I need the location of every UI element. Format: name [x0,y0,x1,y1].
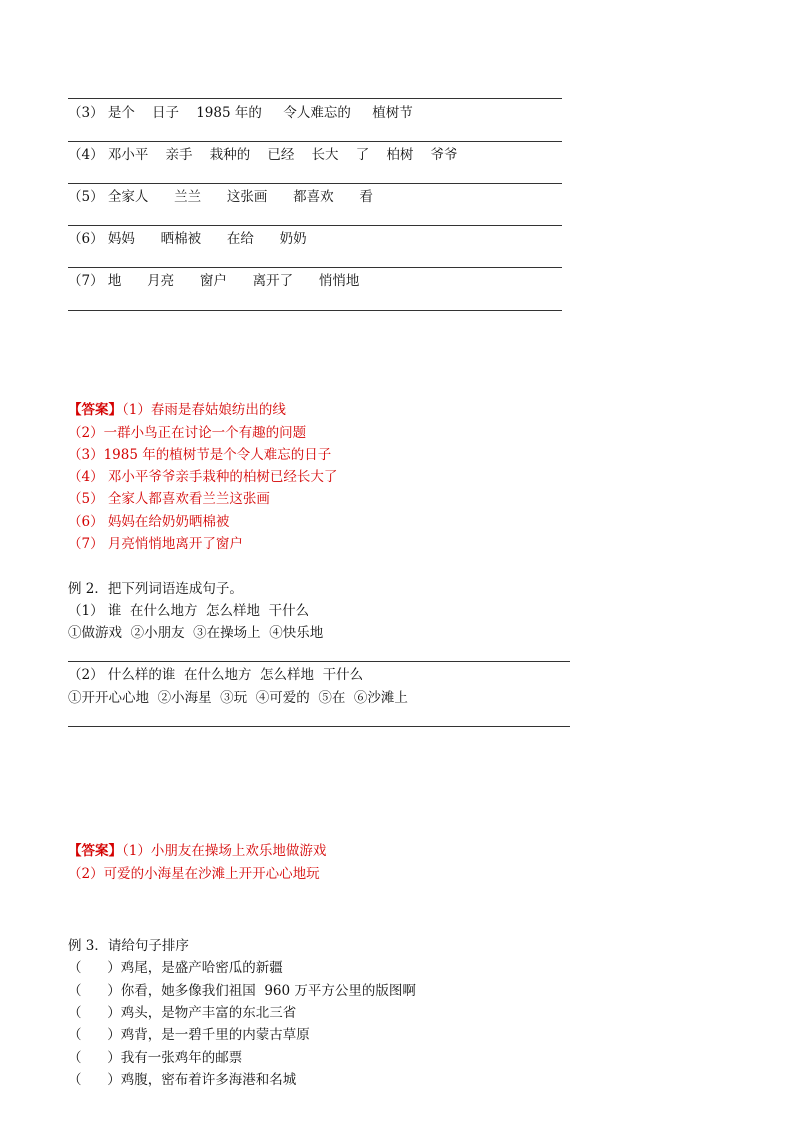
q2-words: ①开开心心地 ②小海星 ③玩 ④可爱的 ⑤在 ⑥沙滩上 [68,690,408,706]
order-item[interactable]: （ ）鸡尾，是盛产哈密瓜的新疆 [68,960,283,976]
q1-words: ①做游戏 ②小朋友 ③在操场上 ④快乐地 [68,625,324,641]
exercise-row: （7） 地 月亮 窗户 离开了 悄悄地 [68,273,360,289]
answer-block-2 [68,842,326,860]
exercise-row: （6） 妈妈 晒棉被 在给 奶奶 [68,231,307,247]
order-item[interactable]: （ ）鸡背，是一碧千里的内蒙古草原 [68,1027,310,1043]
answer-line-text: （4） 邓小平爷爷亲手栽种的柏树已经长大了 [68,469,338,485]
answer-line[interactable] [68,141,562,142]
exercise-row: （4） 邓小平 亲手 栽种的 已经 长大 了 柏树 爷爷 [68,147,458,163]
order-item[interactable]: （ ）鸡腹，密布着许多海港和名城 [68,1072,297,1088]
order-item[interactable]: （ ）我有一张鸡年的邮票 [68,1050,243,1066]
answer-line[interactable] [68,726,570,727]
answer-line-text: （6） 妈妈在给奶奶晒棉被 [68,514,230,530]
exercise-row: （5） 全家人 兰兰 这张画 都喜欢 看 [68,189,373,205]
answer-line-text: （1）小朋友在操场上欢乐地做游戏 [122,843,327,859]
q2-prompt: （2） 什么样的谁 在什么地方 怎么样地 干什么 [68,667,364,683]
order-item[interactable]: （ ）你看，她多像我们祖国 960 万平方公里的版图啊 [68,983,416,999]
answer-block-1 [68,401,286,419]
answer-line[interactable] [68,267,562,268]
answer-line[interactable] [68,225,562,226]
answer-line-text: （2）一群小鸟正在讨论一个有趣的问题 [68,425,307,441]
answer-line[interactable] [68,310,562,311]
answer-tag: 【答案】 [68,402,122,418]
example-2-title: 例 2．把下列词语连成句子。 [68,581,243,597]
answer-line[interactable] [68,183,562,184]
order-item[interactable]: （ ）鸡头，是物产丰富的东北三省 [68,1005,297,1021]
answer-tag: 【答案】 [68,843,122,859]
answer-line-text: （5） 全家人都喜欢看兰兰这张画 [68,491,270,507]
answer-line-text: （7） 月亮悄悄地离开了窗户 [68,536,243,552]
answer-line-text: （3）1985 年的植树节是个令人难忘的日子 [68,447,332,463]
answer-line-text: （1）春雨是春姑娘纺出的线 [122,402,286,418]
answer-line[interactable] [68,98,562,99]
example-3-title: 例 3．请给句子排序 [68,938,189,954]
q1-prompt: （1） 谁 在什么地方 怎么样地 干什么 [68,603,310,619]
exercise-row: （3） 是个 日子 1985 年的 令人难忘的 植树节 [68,105,413,121]
answer-line[interactable] [68,661,570,662]
answer-line-text: （2）可爱的小海星在沙滩上开开心心地玩 [68,866,320,882]
